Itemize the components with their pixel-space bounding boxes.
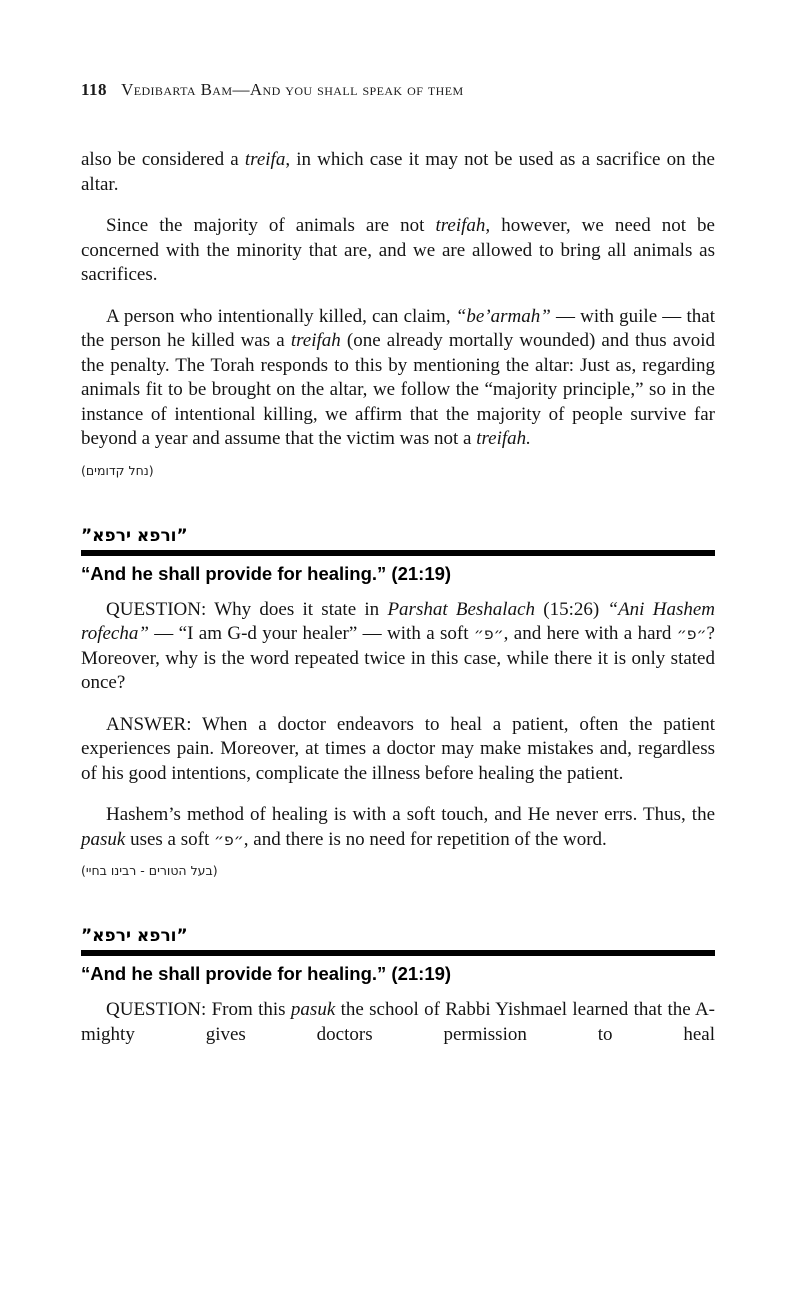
italic-text: Parshat Beshalach [387,598,536,620]
page-number: 118 [81,80,108,99]
paragraph [81,305,715,452]
text-run: the school of Rabbi Yishmael learned that the A-mighty gives doctors permission to heal [81,999,715,1045]
paragraph [81,214,715,288]
section-healing-2 [81,926,715,1047]
paragraph [81,998,715,1047]
text-run: (15:26) [535,598,608,620]
italic-text: “Ani Hashem rofecha” [81,598,715,644]
text-run: — “I am G-d your healer” — with a soft [148,623,474,644]
section-paragraphs [81,598,715,853]
text-run: ANSWER: When a doctor endeavors to heal a patient, often the patient experiences pain. Moreover, at times a doctor may make mistakes and, regardless of his good intentions, complicate the illness before healing the patient. [81,713,715,784]
text-run: , in which case it may not be used as a sacrifice on the altar. [81,149,715,195]
text-run: , and here with a hard [503,623,677,644]
text-run: however, we need not be concerned with the minority that are, and we are allowed to bring all animals as sacrifices. [81,215,715,285]
text-run: — with guile — that the person he killed was a [81,305,715,351]
section-heading: “And he shall provide for healing.” (21:19) [81,562,452,584]
paragraph [81,803,715,852]
italic-text: treifah, [435,215,491,236]
intro-paragraphs [81,148,715,452]
text-run: QUESTION: From this [106,999,291,1020]
hebrew-inline-text: ״פ״ [213,830,244,849]
source-attribution: (בעל הטורים - רבינו בחיי) [81,863,218,878]
hebrew-inline-text: ״פ״ [676,625,707,643]
hebrew-inline-text: ״פ״ [473,625,504,643]
section-divider-rule [81,550,715,556]
paragraph [81,148,715,197]
italic-text: treifah [290,330,341,351]
section-healing-1 [81,526,715,881]
text-run: also be considered a [81,149,245,170]
text-run: ? Moreover, why is the word repeated twice in this case, while there it is only stated once? [81,623,715,693]
italic-text: pasuk [81,828,126,850]
text-run: QUESTION: Why does it state in [106,598,388,620]
book-title: Vedibarta Bam—And you shall speak of them [121,80,464,99]
running-head [81,80,715,100]
text-run: Since the majority of animals are not [106,215,436,236]
text-run: , and there is no need for repetition of the word. [243,828,607,850]
paragraph [81,598,715,696]
text-run: uses a soft [125,828,214,850]
italic-text: treifa [244,149,286,170]
italic-text: treifah. [476,428,531,449]
text-run: Hashem’s method of healing is with a soft touch, and He never errs. Thus, the [106,804,715,825]
section-heading: “And he shall provide for healing.” (21:19) [81,963,452,984]
section-paragraphs [81,998,715,1047]
section-divider-rule [81,950,715,956]
hebrew-verse-title: ”ורפא ירפא” [81,926,188,946]
paragraph [81,713,715,787]
text-run: (one already mortally wounded) and thus avoid the penalty. The Torah responds to this by mentioning the altar: Just as, regarding animals fit to be brought on the altar, we follow the “majority principle,” so in the instance of intentional killing, we affirm that the majority of people survive far beyond a year and assume that the victim was not a [81,330,715,449]
hebrew-verse-title: ”ורפא ירפא” [81,525,188,546]
italic-text: “be’armah” [455,305,551,327]
source-attribution: (נחל קדומים) [81,462,154,478]
text-run: A person who intentionally killed, can claim, [106,305,456,327]
italic-text: pasuk [290,999,336,1020]
